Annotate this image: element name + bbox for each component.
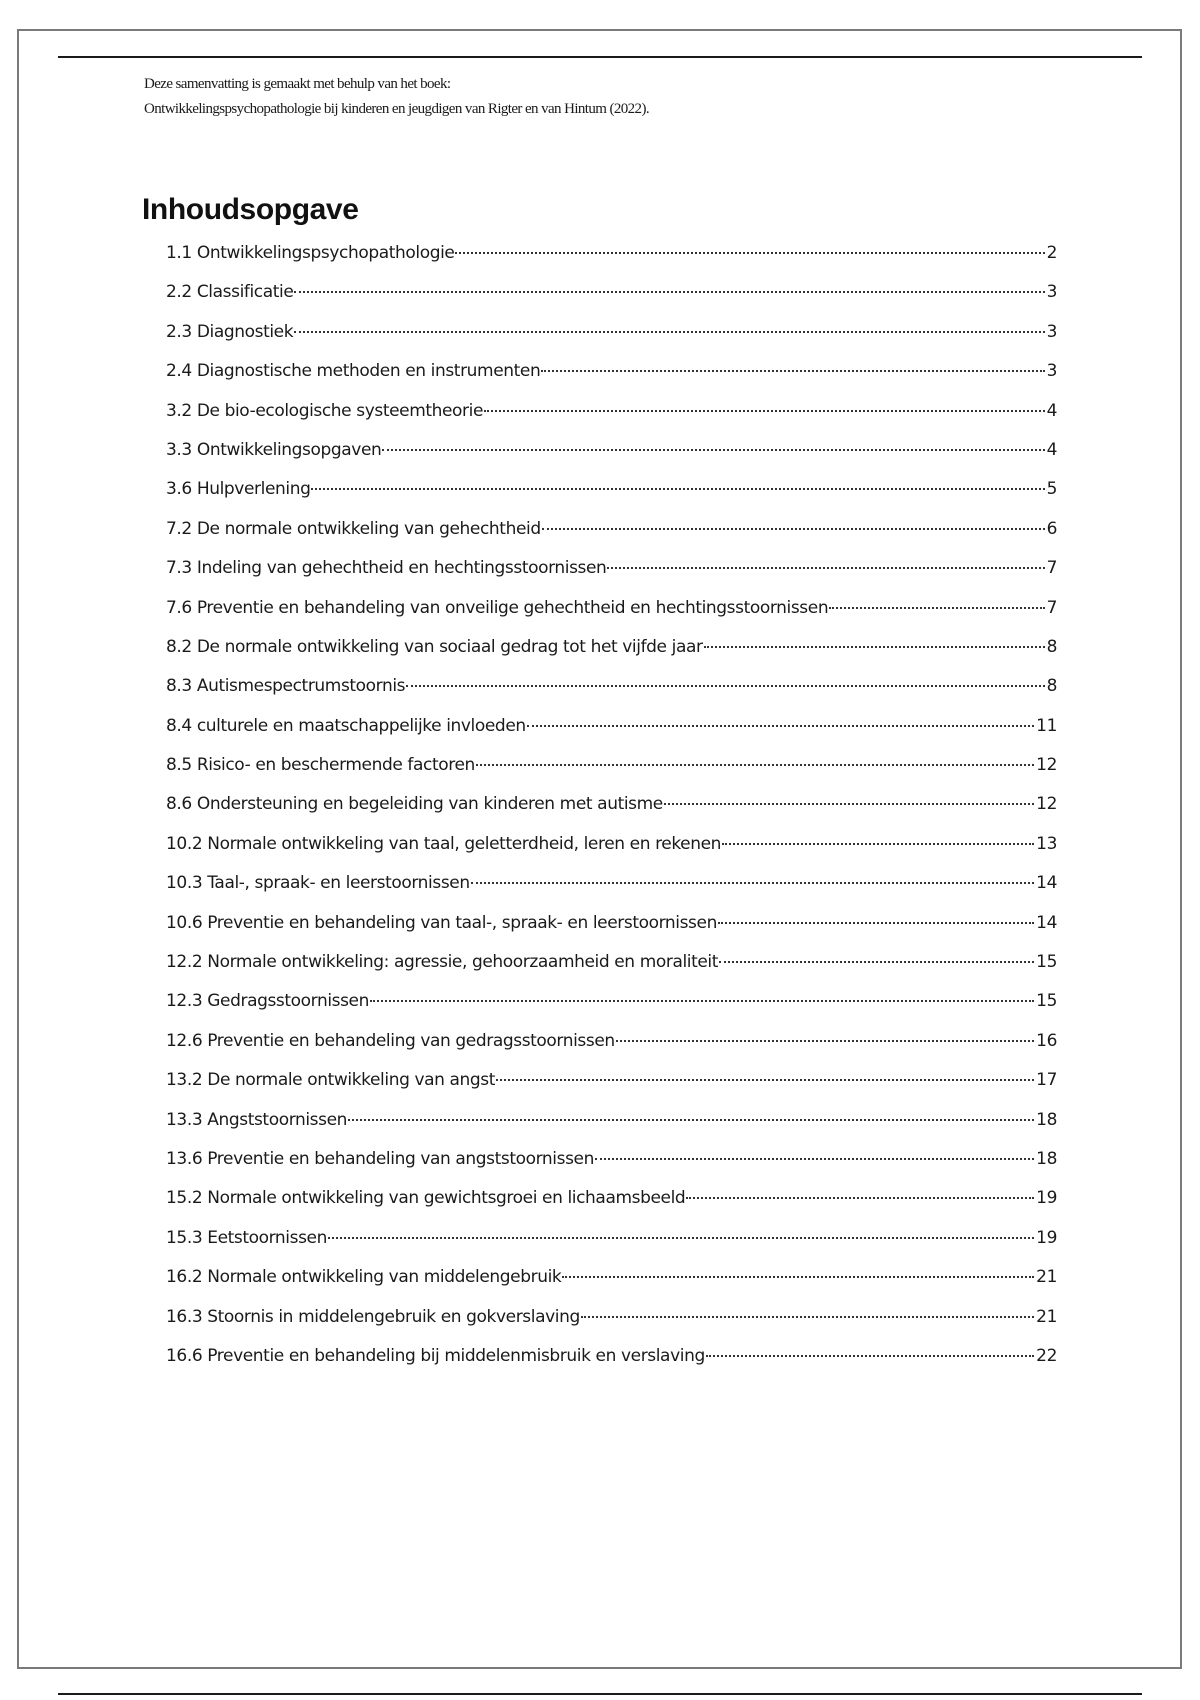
toc-dot-leader [719,961,1034,963]
toc-dot-leader [541,370,1044,372]
toc-entry-page-number: 21 [1036,1267,1057,1288]
toc-entry[interactable] [166,676,1057,715]
toc-entry[interactable] [166,755,1057,794]
toc-entry[interactable] [166,873,1057,912]
toc-dot-leader [484,410,1045,412]
toc-dot-leader [829,607,1044,609]
toc-entry-label: 8.3 Autismespectrumstoornis [166,676,406,697]
toc-entry-label: 16.3 Stoornis in middelengebruik en gokverslaving [166,1306,580,1327]
toc-dot-leader [527,725,1034,727]
toc-entry-page-number: 15 [1036,952,1057,973]
toc-entry-page-number: 14 [1036,912,1057,933]
toc-dot-leader [704,646,1045,648]
toc-entry-label: 15.3 Eetstoornissen [166,1227,327,1248]
toc-entry[interactable] [166,1110,1057,1149]
toc-dot-leader [718,922,1034,924]
toc-entry-page-number: 22 [1036,1345,1057,1366]
toc-entry-label: 8.2 De normale ontwikkeling van sociaal gedrag tot het vijfde jaar [166,636,703,657]
table-of-contents [166,243,1057,1385]
toc-entry-label: 12.3 Gedragsstoornissen [166,991,369,1012]
toc-entry-page-number: 12 [1036,794,1057,815]
toc-entry-label: 13.6 Preventie en behandeling van angststoornissen [166,1148,594,1169]
toc-entry-page-number: 21 [1036,1306,1057,1327]
toc-dot-leader [476,764,1034,766]
toc-entry-page-number: 18 [1036,1148,1057,1169]
toc-entry[interactable] [166,1346,1057,1385]
toc-entry-page-number: 5 [1046,479,1057,500]
toc-entry-label: 7.6 Preventie en behandeling van onveilige gehechtheid en hechtingsstoornissen [166,597,829,618]
toc-entry-label: 13.2 De normale ontwikkeling van angst [166,1070,496,1091]
toc-dot-leader [496,1079,1034,1081]
toc-entry-label: 16.6 Preventie en behandeling bij middelenmisbruik en verslaving [166,1345,705,1366]
toc-entry-page-number: 8 [1046,636,1057,657]
toc-entry-page-number: 18 [1036,1109,1057,1130]
toc-entry[interactable] [166,1307,1057,1346]
toc-entry-label: 2.4 Diagnostische methoden en instrumenten [166,361,541,382]
toc-entry-page-number: 13 [1036,833,1057,854]
toc-entry-page-number: 4 [1046,439,1057,460]
toc-entry[interactable] [166,558,1057,597]
toc-dot-leader [294,291,1044,293]
toc-entry-page-number: 14 [1036,873,1057,894]
toc-entry[interactable] [166,598,1057,637]
toc-entry[interactable] [166,1228,1057,1267]
toc-dot-leader [581,1316,1034,1318]
toc-dot-leader [382,449,1044,451]
toc-entry-page-number: 11 [1036,715,1057,736]
toc-dot-leader [595,1158,1034,1160]
toc-dot-leader [370,1000,1034,1002]
toc-entry-label: 7.2 De normale ontwikkeling van gehechtheid [166,518,541,539]
toc-entry[interactable] [166,716,1057,755]
toc-entry-page-number: 7 [1046,597,1057,618]
toc-entry-label: 10.3 Taal-, spraak- en leerstoornissen [166,873,470,894]
toc-entry[interactable] [166,361,1057,400]
toc-entry-label: 8.6 Ondersteuning en begeleiding van kinderen met autisme [166,794,663,815]
toc-entry-page-number: 17 [1036,1070,1057,1091]
toc-entry-label: 7.3 Indeling van gehechtheid en hechtingsstoornissen [166,558,607,579]
toc-entry[interactable] [166,952,1057,991]
toc-entry-label: 10.6 Preventie en behandeling van taal-, spraak- en leerstoornissen [166,912,717,933]
toc-entry-page-number: 8 [1046,676,1057,697]
toc-entry-page-number: 3 [1046,321,1057,342]
toc-entry-page-number: 7 [1046,558,1057,579]
toc-entry-label: 3.6 Hulpverlening [166,479,311,500]
toc-entry-label: 3.2 De bio-ecologische systeemtheorie [166,400,484,421]
intro-line-1: Deze samenvatting is gemaakt met behulp van het boek: [144,76,451,92]
toc-entry[interactable] [166,401,1057,440]
toc-dot-leader [722,843,1034,845]
toc-entry[interactable] [166,1070,1057,1109]
toc-entry-label: 8.5 Risico- en beschermende factoren [166,755,475,776]
toc-entry-label: 1.1 Ontwikkelingspsychopathologie [166,243,455,263]
intro-note [144,72,649,122]
toc-dot-leader [471,882,1034,884]
toc-dot-leader [664,803,1034,805]
toc-entry[interactable] [166,637,1057,676]
toc-entry[interactable] [166,1267,1057,1306]
toc-entry[interactable] [166,1149,1057,1188]
toc-entry[interactable] [166,322,1057,361]
toc-entry[interactable] [166,834,1057,873]
toc-entry[interactable] [166,991,1057,1030]
toc-dot-leader [294,331,1044,333]
toc-dot-leader [686,1197,1034,1199]
toc-entry-page-number: 16 [1036,1030,1057,1051]
toc-dot-leader [706,1355,1034,1357]
toc-entry-label: 2.2 Classificatie [166,282,294,303]
toc-entry-page-number: 6 [1046,518,1057,539]
toc-dot-leader [328,1237,1034,1239]
toc-dot-leader [607,567,1044,569]
toc-entry[interactable] [166,1031,1057,1070]
toc-dot-leader [562,1276,1034,1278]
toc-dot-leader [542,528,1045,530]
toc-entry[interactable] [166,794,1057,833]
toc-dot-leader [455,252,1044,254]
toc-entry-label: 2.3 Diagnostiek [166,321,294,342]
toc-entry[interactable] [166,282,1057,321]
toc-entry-page-number: 3 [1046,282,1057,303]
toc-dot-leader [311,488,1044,490]
toc-entry[interactable] [166,1188,1057,1227]
toc-entry-page-number: 3 [1046,361,1057,382]
toc-entry[interactable] [166,913,1057,952]
toc-entry[interactable] [166,519,1057,558]
intro-line-2: Ontwikkelingspsychopathologie bij kinderen en jeugdigen van Rigter en van Hintum (2022). [144,101,650,117]
header-rule [58,56,1142,58]
toc-entry-label: 12.2 Normale ontwikkeling: agressie, gehoorzaamheid en moraliteit [166,952,719,973]
toc-dot-leader [616,1040,1034,1042]
toc-title: Inhoudsopgave [142,193,359,226]
toc-entry-label: 15.2 Normale ontwikkeling van gewichtsgroei en lichaamsbeeld [166,1188,686,1209]
toc-entry[interactable] [166,440,1057,479]
toc-entry-label: 8.4 culturele en maatschappelijke invloeden [166,715,526,736]
toc-entry-page-number: 19 [1036,1227,1057,1248]
toc-entry-page-number: 4 [1046,400,1057,421]
toc-entry[interactable] [166,243,1057,282]
toc-entry-label: 16.2 Normale ontwikkeling van middelengebruik [166,1267,562,1288]
toc-dot-leader [348,1119,1034,1121]
toc-entry-label: 10.2 Normale ontwikkeling van taal, geletterdheid, leren en rekenen [166,833,722,854]
toc-entry-label: 3.3 Ontwikkelingsopgaven [166,439,382,460]
toc-entry-page-number: 12 [1036,755,1057,776]
toc-dot-leader [406,685,1044,687]
toc-entry-page-number: 2 [1046,243,1057,263]
toc-entry[interactable] [166,479,1057,518]
footer-rule [58,1693,1142,1695]
toc-entry-label: 12.6 Preventie en behandeling van gedragsstoornissen [166,1030,615,1051]
toc-entry-page-number: 15 [1036,991,1057,1012]
toc-entry-page-number: 19 [1036,1188,1057,1209]
toc-entry-label: 13.3 Angststoornissen [166,1109,348,1130]
